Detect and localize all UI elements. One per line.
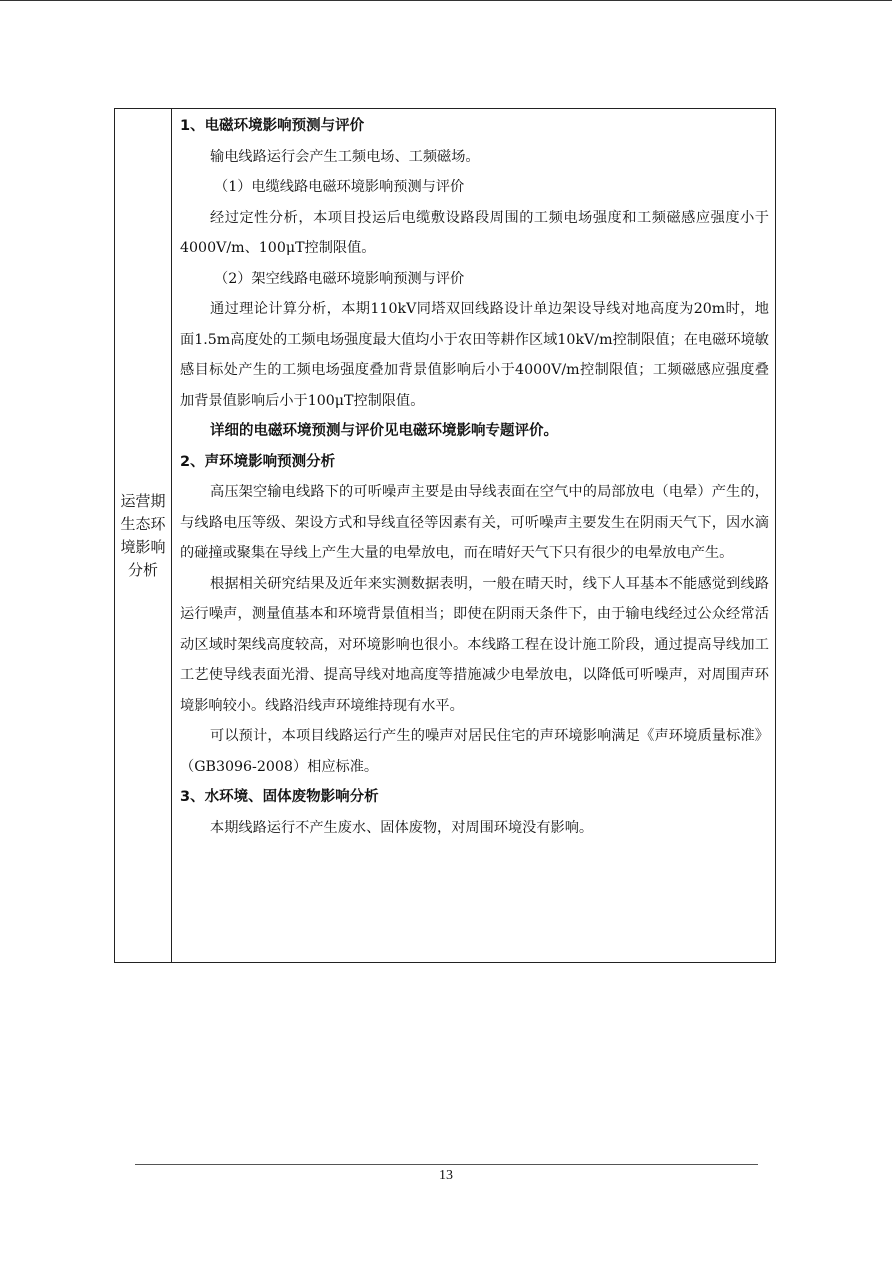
paragraph: 可以预计，本项目线路运行产生的噪声对居民住宅的声环境影响满足《声环境质量标准》（GB3096-2008）相应标准。 <box>180 728 769 775</box>
footer-rule <box>135 1164 758 1165</box>
page-top-border <box>0 0 892 1</box>
row-label: 运营期生态环境影响分析 <box>120 491 166 579</box>
section-heading: 3、水环境、固体废物影响分析 <box>180 789 379 805</box>
section-heading: 1、电磁环境影响预测与评价 <box>180 118 365 134</box>
paragraph: 输电线路运行会产生工频电场、工频磁场。 <box>210 148 480 165</box>
section-electromagnetic <box>180 111 769 447</box>
section-acoustic <box>180 447 769 783</box>
table-left-cell <box>115 109 172 962</box>
paragraph: 经过定性分析，本项目投运后电缆敷设路段周围的工频电场强度和工频磁感应强度小于4000V/m、100μT控制限值。 <box>180 209 769 256</box>
subsection-title: （2）架空线路电磁环境影响预测与评价 <box>214 270 465 287</box>
paragraph: 通过理论计算分析，本期110kV同塔双回线路设计单边架设导线对地高度为20m时，地面1.5m高度处的工频电场强度最大值均小于农田等耕作区域10kV/m控制限值；在电磁环境敏感目标处产生的工频电场强度叠加背景值影响后小于4000V/m控制限值；工频磁感应强度叠加背景值影响后小于100μT控制限值。 <box>180 301 769 409</box>
section-heading: 2、声环境影响预测分析 <box>180 453 336 470</box>
paragraph: 高压架空输电线路下的可听噪声主要是由导线表面在空气中的局部放电（电晕）产生的，与线路电压等级、架设方式和导线直径等因素有关，可听噪声主要发生在阴雨天气下，因水滴的碰撞或聚集在导线上产生大量的电晕放电，而在晴好天气下只有很少的电晕放电产生。 <box>180 484 769 561</box>
subsection-title: （1）电缆线路电磁环境影响预测与评价 <box>214 179 465 195</box>
table-content-cell <box>172 109 775 962</box>
paragraph: 根据相关研究结果及近年来实测数据表明，一般在晴天时，线下人耳基本不能感觉到线路运行噪声，测量值基本和环境背景值相当；即使在阴雨天条件下，由于输电线经过公众经常活动区域时架线高度较高，对环境影响也很小。本线路工程在设计施工阶段，通过提高导线加工工艺使导线表面光滑、提高导线对地高度等措施减少电晕放电，以降低可听噪声，对周围声环境影响较小。线路沿线声环境维持现有水平。 <box>180 575 769 714</box>
paragraph: 本期线路运行不产生废水、固体废物，对周围环境没有影响。 <box>210 819 594 836</box>
page-number: 13 <box>439 1168 453 1183</box>
assessment-table <box>114 108 776 963</box>
section-water-waste <box>180 782 769 843</box>
bold-note: 详细的电磁环境预测与评价见电磁环境影响专题评价。 <box>210 423 558 439</box>
